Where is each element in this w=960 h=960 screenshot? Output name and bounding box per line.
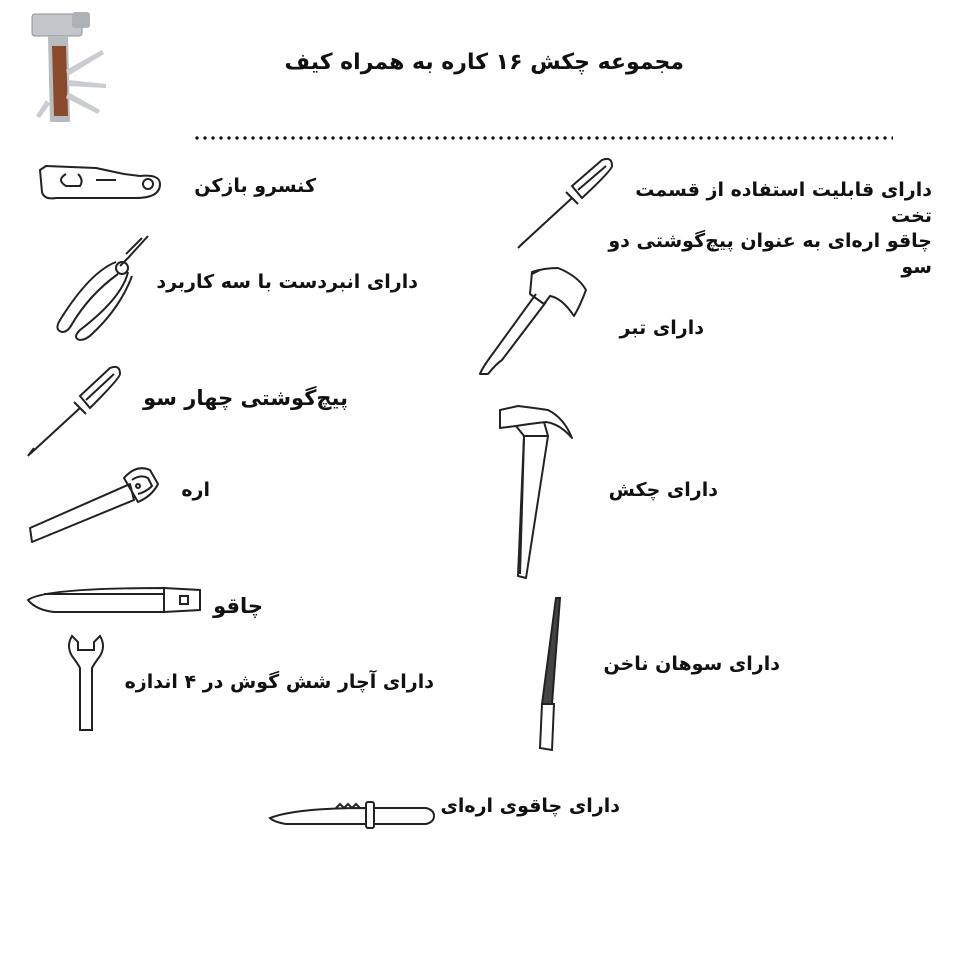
feature-axe: دارای تبر (619, 317, 704, 339)
serrated-knife-icon (266, 798, 436, 830)
feature-pliers: دارای انبردست با سه کاربرد (156, 271, 418, 293)
feature-serrated-knife: دارای چاقوی اره‌ای (440, 795, 620, 817)
axe-icon (474, 264, 590, 378)
page-title: مجموعه چکش ۱۶ کاره به همراه کیف (284, 50, 684, 75)
feature-flat-screwdriver (592, 178, 932, 281)
dotted-divider (193, 134, 893, 142)
feature-hex-wrench: دارای آچار شش گوش در ۴ اندازه (124, 671, 434, 693)
nail-file-icon (530, 594, 566, 754)
flat-screwdriver-line-2: چاقو اره‌ای به عنوان پیچ‌گوشتی دو سو (608, 230, 932, 278)
feature-can-opener: کنسرو بازکن (194, 175, 316, 197)
saw-icon (26, 462, 162, 544)
feature-saw: اره (181, 479, 210, 501)
feature-knife: چاقو (213, 594, 263, 618)
wrench-icon (64, 632, 108, 734)
pliers-icon (50, 232, 154, 342)
hammer-icon (494, 404, 576, 580)
feature-nail-file: دارای سوهان ناخن (603, 653, 780, 675)
phillips-screwdriver-icon (24, 366, 124, 458)
multitool-product-image (28, 10, 110, 132)
flat-screwdriver-line-1: دارای قابلیت استفاده از قسمت تخت (635, 179, 932, 227)
can-opener-icon (36, 162, 164, 206)
feature-hammer: دارای چکش (608, 479, 718, 501)
feature-phillips-screwdriver: پیچ‌گوشتی چهار سو (143, 386, 348, 410)
knife-icon (24, 582, 202, 616)
